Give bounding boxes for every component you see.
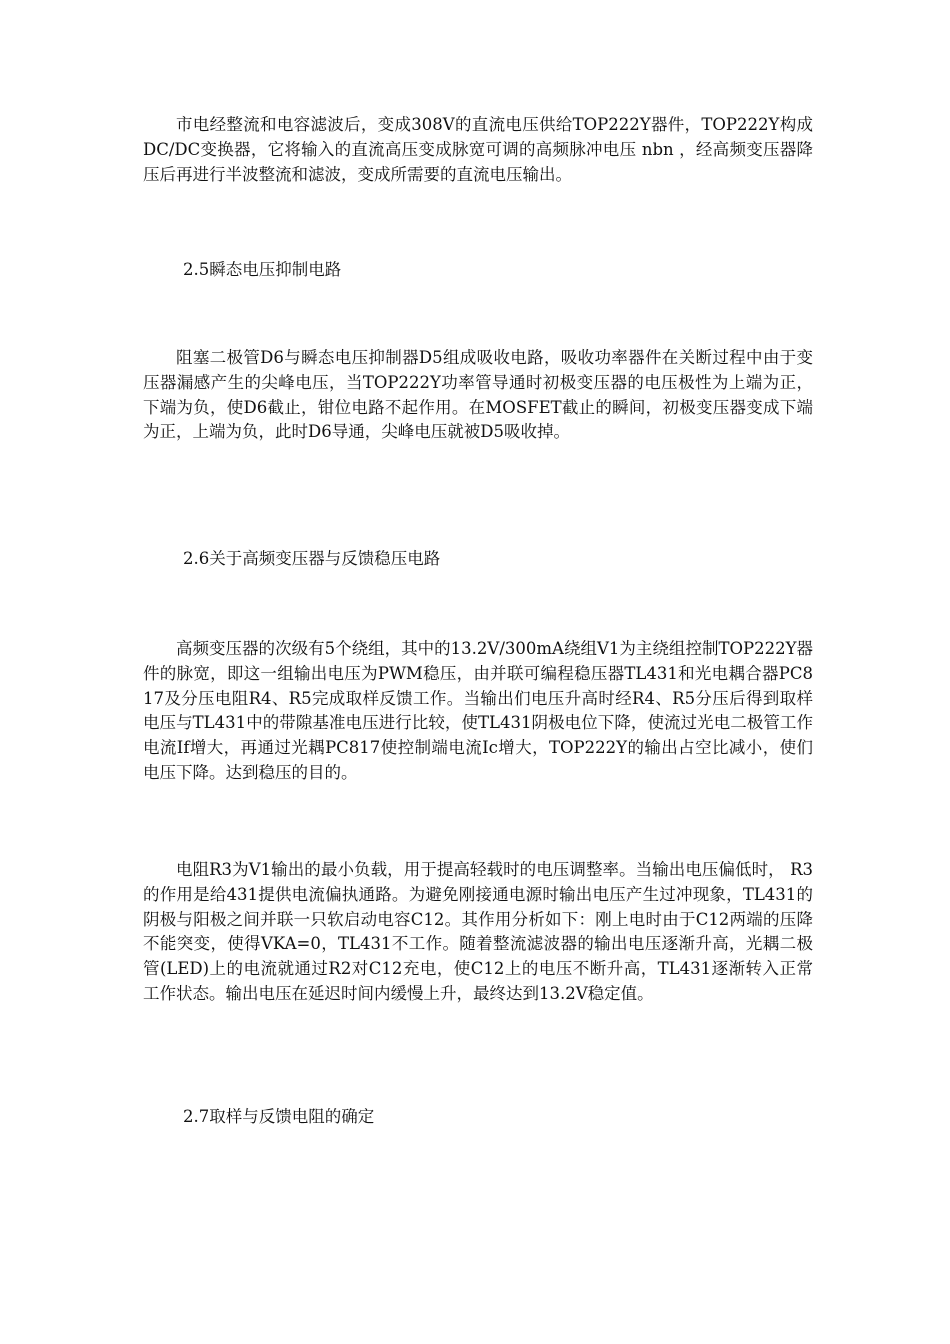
paragraph-rectifier-filter: 市电经整流和电容滤波后，变成308V的直流电压供给TOP222Y器件，TOP222Y构成DC/DC变换器，它将输入的直流高压变成脉宽可调的高频脉冲电压 nbn ，经高频变压器降压后再进行半波整流和滤波，变成所需要的直流电压输出。 xyxy=(143,115,813,184)
paragraph-soft-start: 电阻R3为V1输出的最小负载，用于提高轻载时的电压调整率。当输出电压偏低时， R3的作用是给431提供电流偏执通路。为避免刚接通电源时输出电压产生过冲现象，TL431的阴极与阳极之间并联一只软启动电容C12。其作用分析如下：刚上电时由于C12两端的压降不能突变，使得VKA=0，TL431不工作。随着整流滤波器的输出电压逐渐升高，光耦二极管(LED)上的电流就通过R2对C12充电，使C12上的电压不断升高，TL431逐渐转入正常工作状态。输出电压在延迟时间内缓慢上升，最终达到13.2V稳定值。 xyxy=(143,860,813,1003)
section-heading-2-7: 2.7取样与反馈电阻的确定 xyxy=(183,1107,375,1126)
paragraph-clamp-circuit: 阻塞二极管D6与瞬态电压抑制器D5组成吸收电路，吸收功率器件在关断过程中由于变压器漏感产生的尖峰电压，当TOP222Y功率管导通时初极变压器的电压极性为上端为正，下端为负，使D6截止，钳位电路不起作用。在MOSFET截止的瞬间，初极变压器变成下端为正，上端为负，此时D6导通，尖峰电压就被D5吸收掉。 xyxy=(143,348,813,442)
paragraph-feedback-regulation: 高频变压器的次级有5个绕组，其中的13.2V/300mA绕组V1为主绕组控制TOP222Y器件的脉宽，即这一组输出电压为PWM稳压，由并联可编程稳压器TL431和光电耦合器PC817及分压电阻R4、R5完成取样反馈工作。当输出们电压升高时经R4、R5分压后得到取样电压与TL431中的带隙基准电压进行比较，使TL431阴极电位下降，使流过光电二极管工作电流If增大，再通过光耦PC817使控制端电流Ic增大，TOP222Y的输出占空比减小，使们电压下降。达到稳压的目的。 xyxy=(143,639,813,782)
section-heading-2-6: 2.6关于高频变压器与反馈稳压电路 xyxy=(183,549,441,568)
section-heading-2-5: 2.5瞬态电压抑制电路 xyxy=(183,260,342,279)
